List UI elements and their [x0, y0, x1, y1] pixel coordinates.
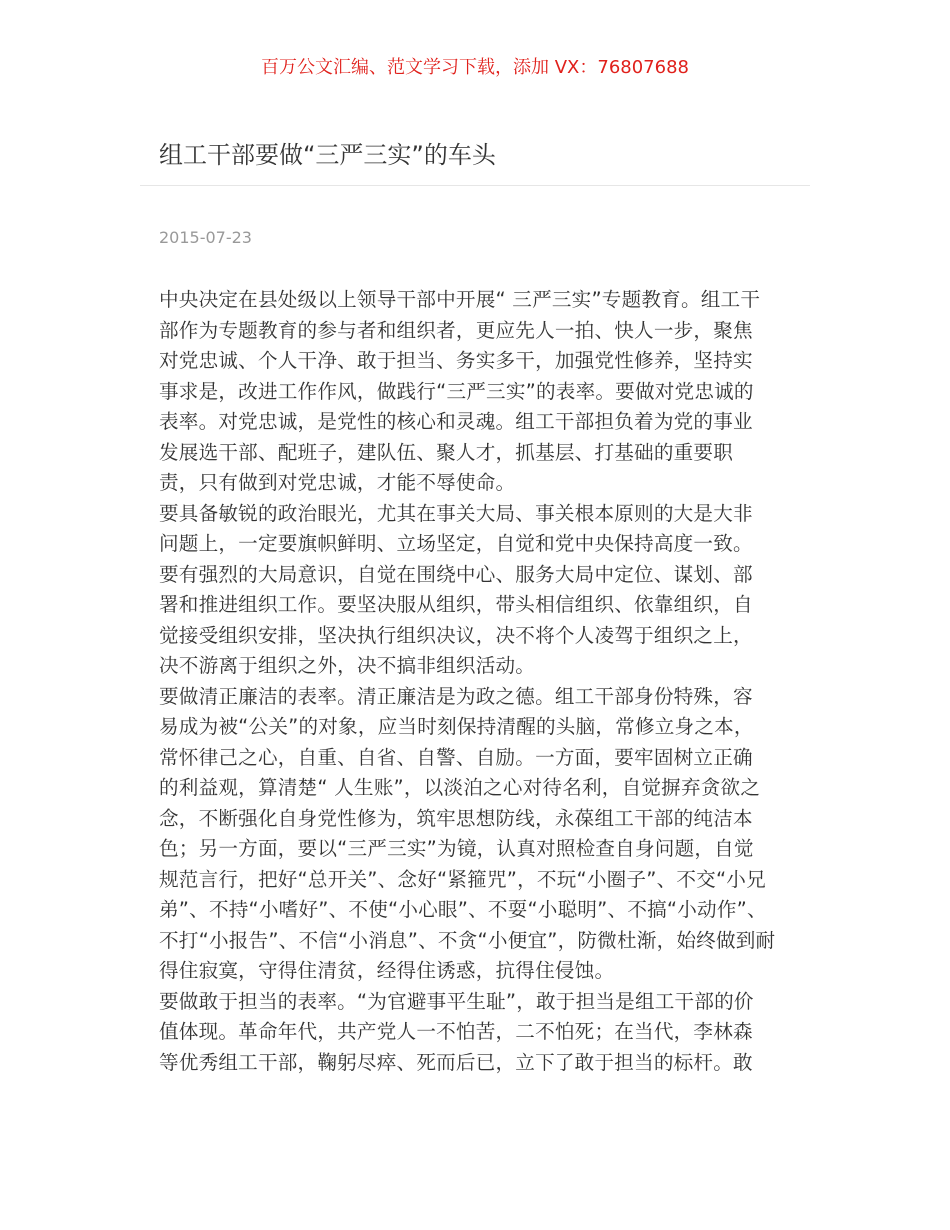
paragraph-line: 要做清正廉洁的表率。清正廉洁是为政之德。组工干部身份特殊，容: [159, 684, 753, 708]
paragraph-line: 中央决定在县处级以上领导干部中开展“ 三严三实”专题教育。组工干: [159, 288, 761, 311]
paragraph-line: 弟”、不持“小嗜好”、不使“小心眼”、不耍“小聪明”、不搞“小动作”、: [159, 898, 767, 921]
paragraph-line: 等优秀组工干部，鞠躬尽瘁、死而后已，立下了敢于担当的标杆。敢: [159, 1050, 753, 1074]
paragraph-line: 要做敢于担当的表率。“为官避事平生耻”，敢于担当是组工干部的价: [159, 989, 754, 1013]
paragraph-line: 署和推进组织工作。要坚决服从组织，带头相信组织、依靠组织，自: [159, 593, 753, 616]
paragraph-line: 问题上，一定要旗帜鲜明、立场坚定，自觉和党中央保持高度一致。: [159, 532, 753, 555]
article-paragraph: [159, 682, 799, 987]
article-paragraph: [159, 987, 799, 1079]
paragraph-line: 对党忠诚、个人干净、敢于担当、务实多干，加强党性修养，坚持实: [159, 349, 753, 372]
paragraph-line: 觉接受组织安排，坚决执行组织决议，决不将个人凌驾于组织之上，: [159, 623, 753, 647]
publish-date: 2015-07-23: [159, 228, 252, 247]
paragraph-line: 念，不断强化自身党性修为，筑牢思想防线，永葆组工干部的纯洁本: [159, 806, 753, 830]
article-body: [159, 285, 799, 1078]
paragraph-line: 易成为被“公关”的对象，应当时刻保持清醒的头脑，常修立身之本，: [159, 715, 754, 738]
paragraph-line: 的利益观，算清楚“ 人生账”，以淡泊之心对待名利，自觉摒弃贪欲之: [159, 776, 761, 799]
paragraph-line: 决不游离于组织之外，决不搞非组织活动。: [159, 654, 536, 677]
paragraph-line: 规范言行，把好“总开关”、念好“紧箍咒”，不玩“小圈子”、不交“小兄: [159, 867, 766, 891]
paragraph-line: 要具备敏锐的政治眼光，尤其在事关大局、事关根本原则的大是大非: [159, 501, 753, 525]
paragraph-line: 不打“小报告”、不信“小消息”、不贪“小便宜”，防微杜渐，始终做到耐: [159, 928, 776, 952]
article-title: 组工干部要做“三严三实”的车头: [159, 141, 496, 169]
title-divider: [140, 185, 810, 186]
paragraph-line: 事求是，改进工作作风，做践行“三严三实”的表率。要做对党忠诚的: [159, 379, 754, 403]
paragraph-line: 责，只有做到对党忠诚，才能不辱使命。: [159, 471, 516, 494]
download-banner: 百万公文汇编、范文学习下载，添加 VX：76807688: [261, 57, 689, 78]
paragraph-line: 部作为专题教育的参与者和组织者，更应先人一拍、快人一步，聚焦: [159, 318, 753, 342]
article-paragraph: [159, 285, 799, 499]
article-paragraph: [159, 499, 799, 682]
paragraph-line: 值体现。革命年代，共产党人一不怕苦，二不怕死；在当代，李林森: [159, 1020, 753, 1043]
paragraph-line: 要有强烈的大局意识，自觉在围绕中心、服务大局中定位、谋划、部: [159, 562, 753, 586]
paragraph-line: 发展选干部、配班子，建队伍、聚人才，抓基层、打基础的重要职: [159, 440, 734, 464]
paragraph-line: 常怀律己之心，自重、自省、自警、自励。一方面，要牢固树立正确: [159, 745, 753, 769]
paragraph-line: 得住寂寞，守得住清贫，经得住诱惑，抗得住侵蚀。: [159, 959, 615, 982]
paragraph-line: 表率。对党忠诚，是党性的核心和灵魂。组工干部担负着为党的事业: [159, 410, 753, 433]
paragraph-line: 色；另一方面，要以“三严三实”为镜，认真对照检查自身问题，自觉: [159, 837, 754, 860]
